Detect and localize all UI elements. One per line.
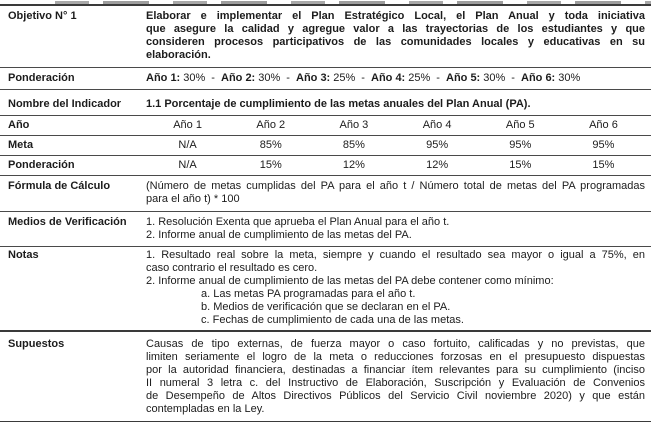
indicator-table	[0, 4, 651, 422]
year-value: 30%	[558, 72, 581, 84]
separator: -	[436, 72, 440, 84]
row-objetivo	[0, 6, 651, 68]
year-label: Año 1:	[146, 72, 181, 84]
row-notas	[0, 247, 651, 332]
year-value: 30%	[183, 72, 206, 84]
supuestos-text	[146, 338, 645, 416]
objetivo-line: consideren procesos participativos de las comunidades locales y educativas en su	[146, 36, 645, 48]
ponderacion-anual-label: Ponderación	[8, 159, 75, 171]
medios-item: 2. Informe anual de cumplimiento de las metas del PA.	[146, 229, 412, 241]
ponderacion-cell: 12%	[342, 159, 365, 171]
row-ponderacion-anual	[0, 156, 651, 176]
formula-line: para el año t) * 100	[146, 193, 240, 205]
objetivo-text	[146, 10, 645, 62]
row-formula	[0, 176, 651, 212]
notas-line: 1. Resultado real sobre la meta, siempre y cuando el resultado sea mayor o igual a 75%, en	[146, 249, 645, 261]
meta-cell: 95%	[426, 139, 449, 151]
ponderacion-cell: 12%	[426, 159, 449, 171]
anio-cell: Año 3	[339, 119, 369, 131]
meta-cell: 95%	[509, 139, 532, 151]
ponderacion-general-values	[146, 72, 645, 85]
objetivo-line: que asegure la calidad y agregue valor a las trayectorias de los estudiantes y que	[146, 23, 645, 35]
anio-cell: Año 2	[256, 119, 286, 131]
notas-subitem: c. Fechas de cumplimiento de cada una de las metas.	[201, 314, 464, 326]
notas-text	[146, 249, 645, 327]
notas-subitem: b. Medios de verificación que se declaran en el PA.	[201, 301, 451, 313]
anio-cells	[146, 119, 645, 132]
meta-cell: 85%	[342, 139, 365, 151]
year-label: Año 6:	[521, 72, 556, 84]
supuestos-line: de Desempeño de Altos Directivos Públicos del Servicio Civil noviembre 2020) y que están	[146, 390, 645, 402]
notas-line: caso contrario el resultado es cero.	[146, 262, 318, 274]
row-supuestos	[0, 332, 651, 421]
nombre-indicador-value: 1.1 Porcentaje de cumplimiento de las metas anuales del Plan Anual (PA).	[146, 98, 531, 110]
year-label: Año 2:	[221, 72, 256, 84]
ponderacion-cell: 15%	[592, 159, 615, 171]
year-value: 30%	[483, 72, 506, 84]
medios-text	[146, 216, 645, 242]
notas-subitem: a. Las metas PA programadas para el año t.	[201, 288, 416, 300]
meta-cell: 95%	[592, 139, 615, 151]
anio-cell: Año 5	[505, 119, 535, 131]
row-ponderacion-general	[0, 68, 651, 90]
meta-cell: N/A	[178, 139, 197, 151]
formula-label: Fórmula de Cálculo	[8, 180, 111, 192]
formula-text	[146, 180, 645, 206]
meta-label: Meta	[8, 139, 34, 151]
anio-cell: Año 6	[589, 119, 618, 131]
objetivo-line: Elaborar e implementar el Plan Estratégico Local, el Plan Anual y toda iniciativa	[146, 10, 645, 22]
year-value: 25%	[333, 72, 356, 84]
year-label: Año 4:	[371, 72, 406, 84]
notas-line: 2. Informe anual de cumplimiento de las metas del PA debe contener como mínimo:	[146, 275, 554, 287]
supuestos-line: II numeral 3 letra c. del Instructivo de Elaboración, Suscripción y Evaluación de Convenios	[146, 377, 645, 389]
separator: -	[511, 72, 515, 84]
notas-label: Notas	[8, 249, 39, 261]
objetivo-label: Objetivo N° 1	[8, 10, 77, 22]
separator: -	[361, 72, 365, 84]
supuestos-label: Supuestos	[8, 338, 65, 350]
row-anio	[0, 116, 651, 136]
row-meta	[0, 136, 651, 156]
year-value: 25%	[408, 72, 431, 84]
row-medios	[0, 212, 651, 247]
year-label: Año 3:	[296, 72, 331, 84]
anio-cell: Año 4	[422, 119, 452, 131]
anio-cell: Año 1	[173, 119, 202, 131]
anio-label: Año	[8, 119, 30, 131]
meta-cell: 85%	[259, 139, 282, 151]
ponderacion-anual-cells	[146, 159, 645, 172]
nombre-indicador-label: Nombre del Indicador	[8, 98, 122, 110]
formula-line: (Número de metas cumplidas del PA para el año t / Número total de metas del PA programadas	[146, 180, 645, 192]
year-label: Año 5:	[446, 72, 481, 84]
year-value: 30%	[258, 72, 281, 84]
supuestos-line: limiten seriamente el logro de la meta o reducciones forzosas en el presupuesto dispuestas	[146, 351, 645, 363]
row-nombre-indicador	[0, 90, 651, 116]
supuestos-line: Causas de tipo externas, de fuerza mayor o caso fortuito, calificadas y no previstas, que	[146, 338, 645, 350]
separator: -	[211, 72, 215, 84]
ponderacion-cell: N/A	[178, 159, 197, 171]
supuestos-line: por la autoridad financiera, destinadas a financiar ítem relevantes para su cumplimiento (inciso	[146, 364, 645, 376]
medios-item: 1. Resolución Exenta que aprueba el Plan Anual para el año t.	[146, 216, 450, 228]
medios-label: Medios de Verificación	[8, 216, 127, 228]
ponderacion-cell: 15%	[509, 159, 532, 171]
separator: -	[286, 72, 290, 84]
supuestos-line: contempladas en la Ley.	[146, 403, 265, 415]
objetivo-line: elaboración.	[146, 49, 211, 61]
ponderacion-general-label: Ponderación	[8, 72, 75, 84]
ponderacion-cell: 15%	[259, 159, 282, 171]
meta-cells	[146, 139, 645, 152]
